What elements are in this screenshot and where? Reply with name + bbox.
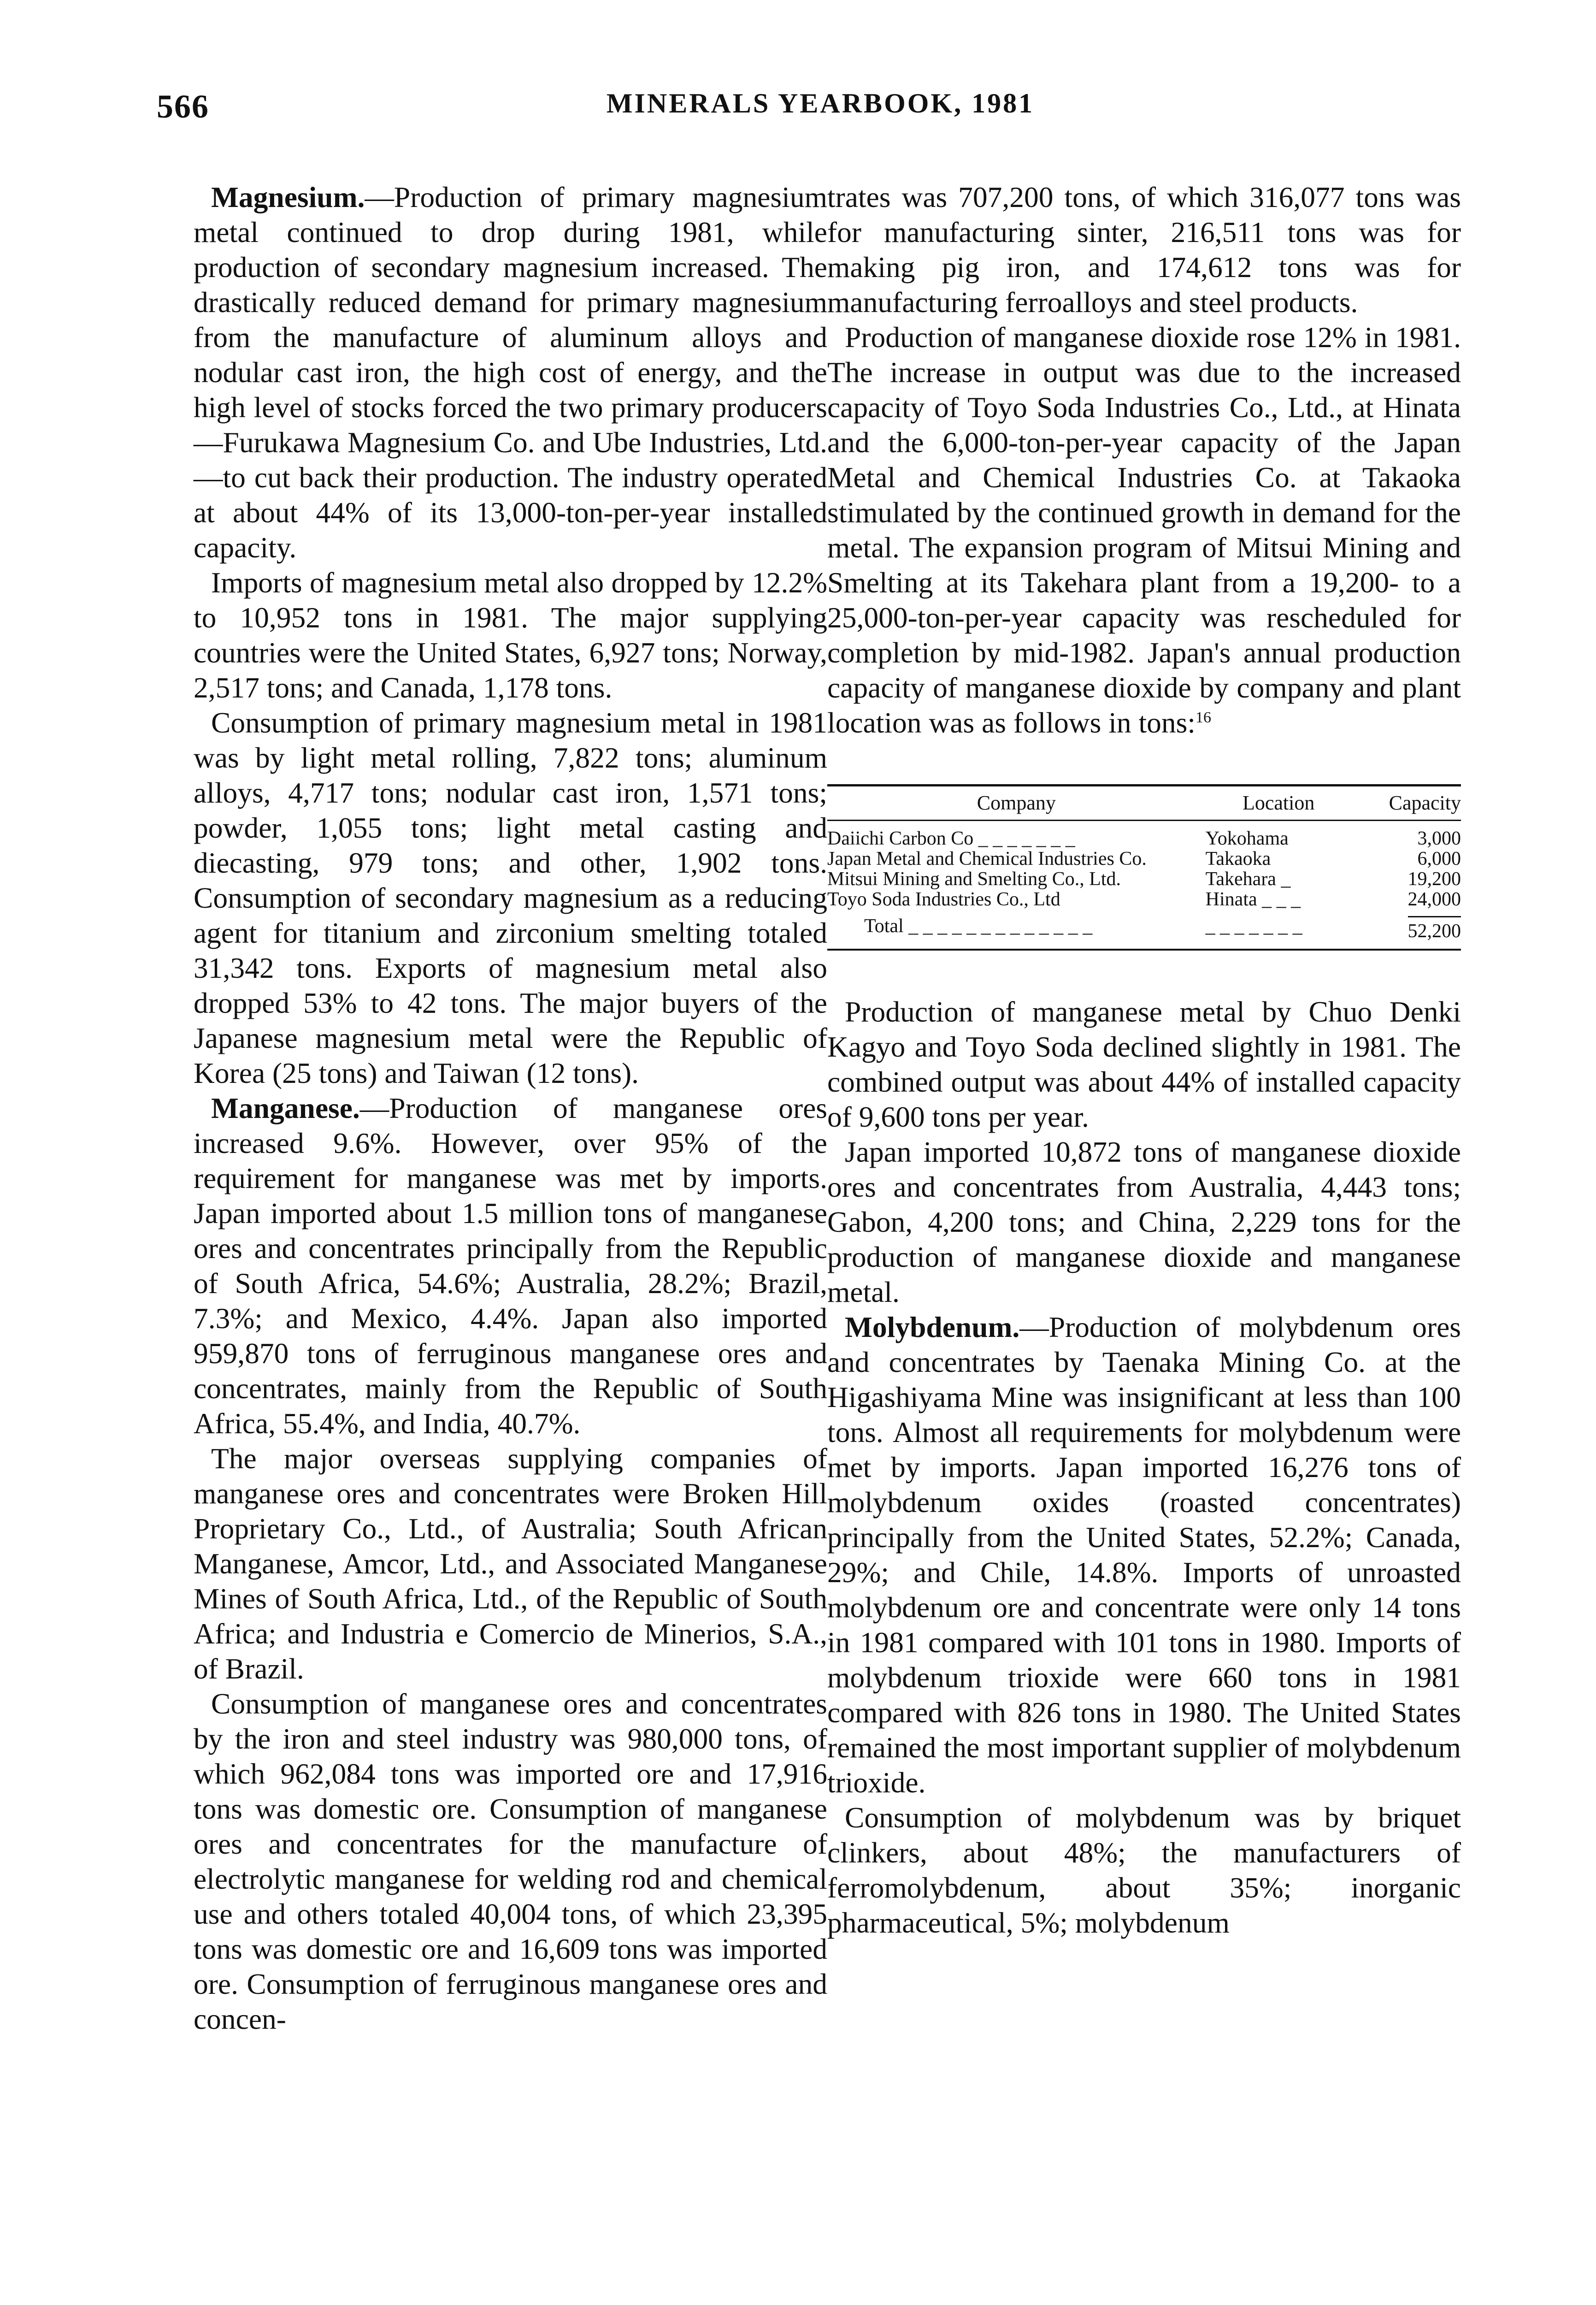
table-row — [827, 869, 1461, 889]
company-cell: Japan Metal and Chemical Industries Co. — [827, 848, 1147, 869]
magnesium-text: —Production of primary magnesium metal continued to drop during 1981, while production of secondary magnesium increased. The drastically reduced demand for primary magnesium from the manufacture of aluminum alloys and nodular cast iron, the high cost of energy, and the high level of stocks forced the two primary producers—Furukawa Magnesium Co. and Ube Industries, Ltd.—to cut back their production. The industry operated at about 44% of its 13,000-ton-per-year installed capacity. — [194, 181, 827, 564]
manganese-heading: Manganese. — [211, 1092, 360, 1124]
magnesium-imports-paragraph: Imports of magnesium metal also dropped by 12.2% to 10,952 tons in 1981. The major supplying countries were the United States, 6,927 tons; Norway, 2,517 tons; and Canada, 1,178 tons. — [194, 566, 827, 704]
location-cell: Hinata _ _ _ — [1205, 889, 1301, 910]
location-cell: Takaoka — [1205, 848, 1271, 869]
right-column — [827, 180, 1461, 1940]
manganese-dioxide-imports-paragraph: Japan imported 10,872 tons of manganese dioxide ores and concentrates from Australia, 4,443 tons; Gabon, 4,200 tons; and China, 2,229 tons for the production of manganese dioxide and manganese metal. — [827, 1135, 1461, 1308]
capacity-cell: 6,000 — [1417, 848, 1461, 869]
capacity-cell: 3,000 — [1417, 828, 1461, 849]
molybdenum-heading: Molybdenum. — [845, 1311, 1020, 1343]
location-cell: Yokohama — [1205, 828, 1289, 849]
page-number: 566 — [157, 88, 209, 125]
company-cell: Daiichi Carbon Co _ _ _ _ _ _ _ — [827, 828, 1075, 849]
table-row — [827, 849, 1461, 869]
location-cell: Takehara _ — [1205, 869, 1291, 890]
manganese-consumption-paragraph: Consumption of manganese ores and concentrates by the iron and steel industry was 980,000 tons, of which 962,084 tons was imported ore and 17,916 tons was domestic ore. Consumption of manganese ores and concentrates for the manufacture of electrolytic manganese for welding rod and chemical use and others totaled 40,004 tons, of which 23,395 tons was domestic ore and 16,609 tons was imported ore. Consumption of ferruginous manganese ores and concen- — [194, 1687, 827, 2035]
manganese-dioxide-paragraph — [827, 320, 1461, 740]
molybdenum-text: —Production of molybdenum ores and concentrates by Taenaka Mining Co. at the Higashiyama Mine was insignificant at less than 100 tons. Almost all requirements for molybdenum were met by imports. Japan imported 16,276 tons of molybdenum oxides (roasted concentrates) principally from the United States, 52.2%; Canada, 29%; and Chile, 14.8%. Imports of unroasted molybdenum ore and concentrate were only 14 tons in 1981 compared with 101 tons in 1980. Imports of molybdenum trioxide were 660 tons in 1981 compared with 826 tons in 1980. The United States remained the most important supplier of molybdenum trioxide. — [827, 1311, 1461, 1799]
manganese-suppliers-paragraph: The major overseas supplying companies of manganese ores and concentrates were Broken Hill Proprietary Co., Ltd., of Australia; South African Manganese, Amcor, Ltd., and Associated Manganese Mines of South Africa, Ltd., of the Republic of South Africa; and Industria e Comercio de Minerios, S.A., of Brazil. — [194, 1442, 827, 1685]
total-label: Total _ _ _ _ _ _ _ _ _ _ _ _ _ — [827, 910, 1206, 950]
molybdenum-paragraph — [827, 1310, 1461, 1800]
page-header — [157, 88, 1484, 129]
capacity-table-wrapper — [827, 784, 1461, 951]
left-column — [194, 180, 827, 2037]
magnesium-heading: Magnesium. — [211, 181, 365, 213]
capacity-cell: 19,200 — [1408, 869, 1461, 890]
company-cell: Toyo Soda Industries Co., Ltd — [827, 889, 1060, 910]
manganese-paragraph — [194, 1091, 827, 1441]
header-company: Company — [827, 786, 1206, 821]
header-location: Location — [1206, 786, 1352, 821]
footnote-reference: 16 — [1195, 709, 1211, 726]
total-capacity: 52,200 — [1408, 916, 1461, 941]
table-header-row — [827, 786, 1461, 821]
table-row — [827, 821, 1461, 849]
header-capacity: Capacity — [1352, 786, 1461, 821]
total-location: _ _ _ _ _ _ _ — [1206, 910, 1352, 950]
ferruginous-continuation-paragraph: trates was 707,200 tons, of which 316,077 tons was for manufacturing sinter, 216,511 tons was for making pig iron, and 174,612 tons was for manufacturing ferroalloys and steel products. — [827, 181, 1461, 319]
running-head: MINERALS YEARBOOK, 1981 — [606, 88, 1035, 118]
manganese-metal-paragraph: Production of manganese metal by Chuo Denki Kagyo and Toyo Soda declined slightly in 1981. The combined output was about 44% of installed capacity of 9,600 tons per year. — [827, 995, 1461, 1133]
table-row — [827, 889, 1461, 910]
table-total-row — [827, 910, 1461, 950]
manganese-text: —Production of manganese ores increased 9.6%. However, over 95% of the requirement for manganese was met by imports. Japan imported about 1.5 million tons of manganese ores and concentrates principally from the Republic of South Africa, 54.6%; Australia, 28.2%; Brazil, 7.3%; and Mexico, 4.4%. Japan also imported 959,870 tons of ferruginous manganese ores and concentrates, mainly from the Republic of South Africa, 55.4%, and India, 40.7%. — [194, 1092, 827, 1440]
company-cell: Mitsui Mining and Smelting Co., Ltd. — [827, 869, 1121, 890]
magnesium-consumption-paragraph: Consumption of primary magnesium metal in 1981 was by light metal rolling, 7,822 tons; aluminum alloys, 4,717 tons; nodular cast iron, 1,571 tons; powder, 1,055 tons; light metal casting and diecasting, 979 tons; and other, 1,902 tons. Consumption of secondary magnesium as a reducing agent for titanium and zirconium smelting totaled 31,342 tons. Exports of magnesium metal also dropped 53% to 42 tons. The major buyers of the Japanese magnesium metal were the Republic of Korea (25 tons) and Taiwan (12 tons). — [194, 706, 827, 1089]
capacity-cell: 24,000 — [1408, 889, 1461, 910]
manganese-dioxide-text: Production of manganese dioxide rose 12% in 1981. The increase in output was due to the increased capacity of Toyo Soda Industries Co., Ltd., at Hinata and the 6,000-ton-per-year capacity of the Japan Metal and Chemical Industries Co. at Takaoka stimulated by the continued growth in demand for the metal. The expansion program of Mitsui Mining and Smelting at its Takehara plant from a 19,200- to a 25,000-ton-per-year capacity was rescheduled for completion by mid-1982. Japan's annual production capacity of manganese dioxide by company and plant location was as follows in tons: — [827, 321, 1461, 739]
magnesium-paragraph — [194, 180, 827, 565]
molybdenum-consumption-paragraph: Consumption of molybdenum was by briquet clinkers, about 48%; the manufacturers of ferromolybdenum, about 35%; inorganic pharmaceutical, 5%; molybdenum — [827, 1801, 1461, 1939]
capacity-table — [827, 784, 1461, 951]
